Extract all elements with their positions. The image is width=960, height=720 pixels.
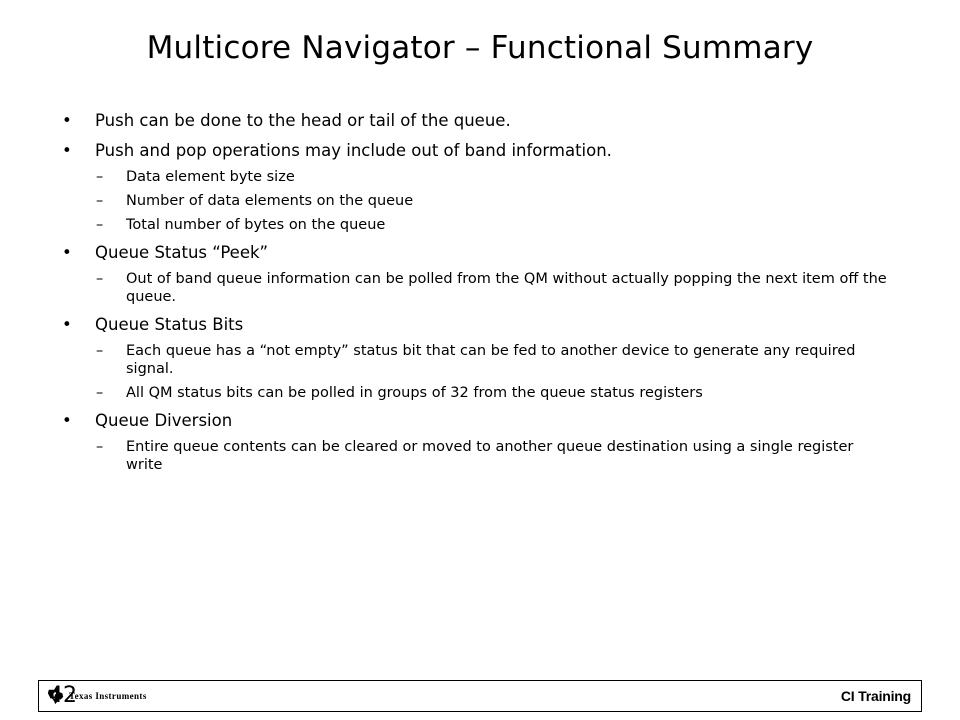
sub-bullet-item <box>62 342 892 378</box>
sub-bullet-item <box>62 168 892 186</box>
sub-bullet-text: Data element byte size <box>126 169 295 185</box>
sub-bullet-marker: – <box>96 169 104 185</box>
sub-bullet-item <box>62 270 892 306</box>
bullet-text: Queue Status Bits <box>95 315 244 334</box>
sub-bullet-text: Each queue has a “not empty” status bit that can be fed to another device to generate any required signal. <box>126 343 856 377</box>
sub-bullet-marker: – <box>96 343 104 359</box>
sub-bullet-text: Total number of bytes on the queue <box>126 217 386 233</box>
sub-bullet-item <box>62 384 892 402</box>
sub-bullet-item <box>62 192 892 210</box>
bullet-item <box>62 140 892 162</box>
bullet-text: Push and pop operations may include out of band information. <box>95 141 612 160</box>
sub-bullet-marker: – <box>96 271 104 287</box>
bullet-marker: • <box>62 315 72 334</box>
sub-bullet-marker: – <box>96 217 104 233</box>
bullet-item <box>62 242 892 264</box>
bullet-list <box>62 110 892 482</box>
bullet-item <box>62 410 892 432</box>
bullet-marker: • <box>62 111 72 130</box>
sub-bullet-text: Entire queue contents can be cleared or moved to another queue destination using a single register write <box>126 439 854 473</box>
bullet-marker: • <box>62 243 72 262</box>
bullet-item <box>62 110 892 132</box>
logo-text: Texas Instruments <box>69 691 147 701</box>
bullet-marker: • <box>62 141 72 160</box>
sub-bullet-item <box>62 216 892 234</box>
sub-bullet-item <box>62 438 892 474</box>
sub-bullet-marker: – <box>96 193 104 209</box>
bullet-text: Queue Diversion <box>95 411 233 430</box>
footer-bar <box>38 680 922 712</box>
slide-title: Multicore Navigator – Functional Summary <box>146 30 814 66</box>
sub-bullet-text: Number of data elements on the queue <box>126 193 414 209</box>
sub-bullet-text: All QM status bits can be polled in groups of 32 from the queue status registers <box>126 385 703 401</box>
sub-bullet-text: Out of band queue information can be polled from the QM without actually popping the next item off the queue. <box>126 271 887 305</box>
sub-bullet-marker: – <box>96 439 104 455</box>
bullet-text: Queue Status “Peek” <box>95 243 269 262</box>
slide-number: 42 <box>49 683 77 708</box>
footer-brand: CI Training <box>840 688 911 704</box>
sub-bullet-marker: – <box>96 385 104 401</box>
bullet-marker: • <box>62 411 72 430</box>
bullet-item <box>62 314 892 336</box>
bullet-text: Push can be done to the head or tail of the queue. <box>95 111 511 130</box>
